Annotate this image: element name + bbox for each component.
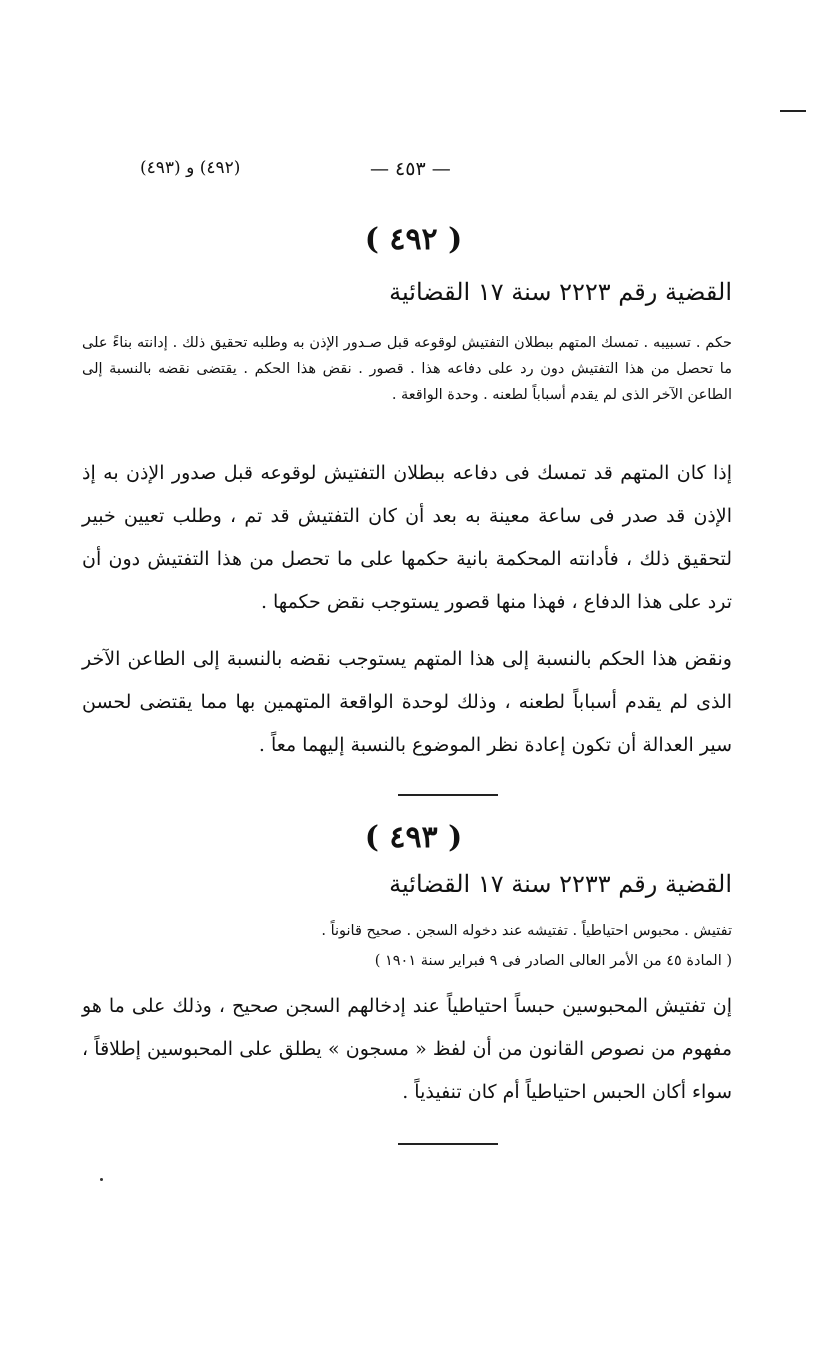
case-paragraph-492-1: إذا كان المتهم قد تمسك فى دفاعه ببطلان التفتيش لوقوعه قبل صدور الإذن به إذ الإذن قد صدر فى ساعة معينة به بعد أن كان التفتيش قد تم ، وطلب تعيين خبير لتحقيق ذلك ، فأدانته المحكمة بانية حكمها على ما تحصل من هذا التفتيش دون أن ترد على هذا الدفاع ، فهذا منها قصور يستوجب نقض حكمها . xyxy=(82,462,732,613)
page-number: — ٤٥٣ — xyxy=(370,158,451,180)
case-paragraph-493-1: إن تفتيش المحبوسين حبساً احتياطياً عند إدخالهم السجن صحيح ، وذلك على ما هو مفهوم من نصوص القانون من أن لفظ « مسجون » يطلق على المحبوسين إطلاقاً ، سواء أكان الحبس احتياطياً أم كان تنفيذياً . xyxy=(82,995,732,1103)
page-header xyxy=(130,158,700,188)
end-divider xyxy=(398,1143,498,1145)
legal-reference-493: ( المادة ٤٥ من الأمر العالى الصادر فى ٩ فبراير سنة ١٩٠١ ) xyxy=(374,953,732,969)
case-title-493: القضية رقم ٢٢٣٣ سنة ١٧ القضائية xyxy=(389,870,732,898)
section-divider xyxy=(398,794,498,796)
case-summary-493: تفتيش . محبوس احتياطياً . تفتيشه عند دخوله السجن . صحيح قانوناً . xyxy=(321,923,732,939)
margin-mark xyxy=(780,110,806,112)
header-case-range: (٤٩٢) و (٤٩٣) xyxy=(140,158,241,178)
margin-dot xyxy=(100,1178,103,1181)
case-summary-492: حكم . تسبيبه . تمسك المتهم ببطلان التفتيش لوقوعه قبل صـدور الإذن به وطلبه تحقيق ذلك . إدانته بناءً على ما تحصل من هذا التفتيش دون رد على دفاعه هذا . قصور . نقض هذا الحكم . يقتضى نقضه بالنسبة إلى الطاعن الآخر الذى لم يقدم أسباباً لطعنه . وحدة الواقعة . xyxy=(82,335,732,403)
case-number-492: ( ٤٩٢ ) xyxy=(364,222,463,257)
case-paragraph-492-2: ونقض هذا الحكم بالنسبة إلى هذا المتهم يستوجب نقضه بالنسبة إلى الطاعن الآخر الذى لم يقدم أسباباً لطعنه ، وذلك لوحدة الواقعة المتهمين بها مما يقتضى لحسن سير العدالة أن تكون إعادة نظر الموضوع بالنسبة إليهما معاً . xyxy=(82,648,732,756)
case-title-492: القضية رقم ٢٢٢٣ سنة ١٧ القضائية xyxy=(389,278,732,306)
case-number-493: ( ٤٩٣ ) xyxy=(364,820,463,855)
